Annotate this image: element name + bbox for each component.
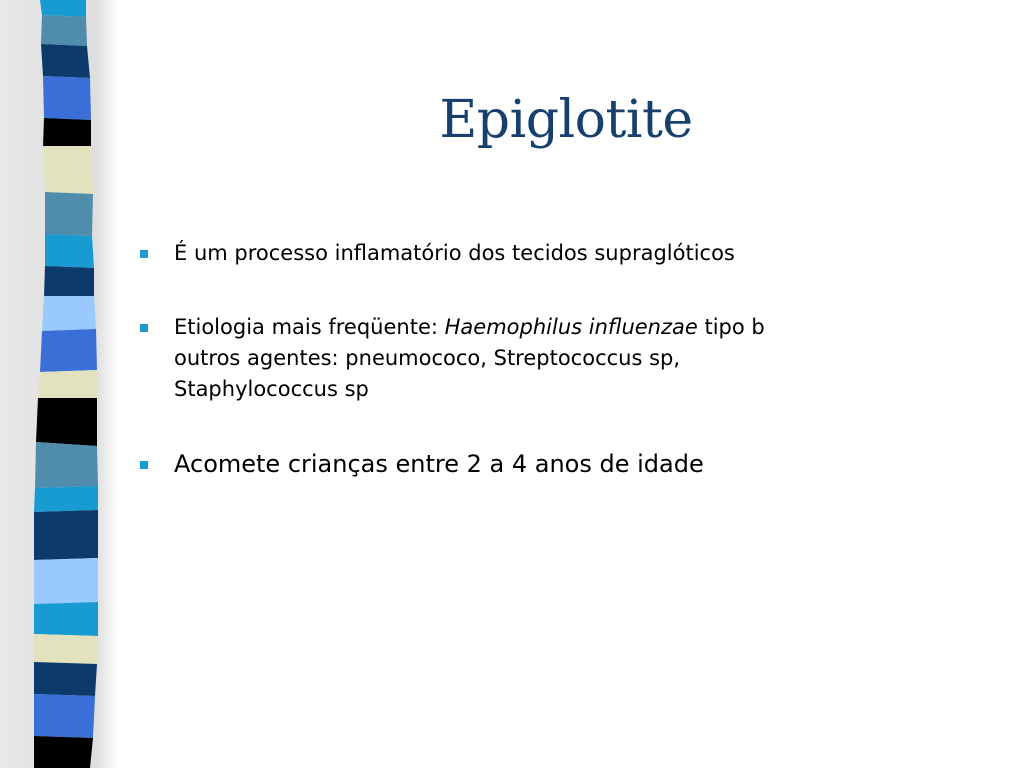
square-bullet-icon: [140, 250, 148, 258]
strip-band: [42, 296, 96, 331]
strip-band: [41, 15, 87, 46]
square-bullet-icon: [140, 324, 148, 332]
strip-band: [45, 234, 94, 268]
strip-band: [35, 442, 98, 488]
bullet-text: É um processo inflamatório dos tecidos supraglóticos: [174, 241, 735, 265]
strip-band: [43, 76, 91, 120]
square-bullet-icon: [140, 461, 148, 469]
strip-band: [34, 558, 98, 604]
bullet-text-line: Staphylococcus sp: [174, 377, 369, 401]
strip-band: [40, 0, 86, 17]
strip-band: [34, 736, 93, 768]
bullet-text: [174, 311, 934, 343]
strip-band: [34, 662, 97, 696]
bullet-text-rest: tipo b: [697, 315, 765, 339]
strip-band: [34, 602, 98, 636]
strip-band: [38, 370, 97, 398]
strip-band: [34, 486, 98, 512]
bullet-text-italic: Haemophilus influenzae: [444, 315, 698, 339]
strip-band: [36, 398, 97, 446]
bullet-text-line: outros agentes: pneumococo, Streptococcus sp,: [174, 346, 681, 370]
bullet-text: Acomete crianças entre 2 a 4 anos de idade: [174, 450, 704, 478]
strip-band: [43, 118, 91, 146]
strip-band: [44, 266, 94, 296]
strip-band: [41, 44, 90, 78]
strip-band: [45, 192, 93, 236]
slide-title: Epiglotite: [439, 90, 693, 150]
bullet-text-prefix: Etiologia mais freqüente:: [174, 315, 445, 339]
strip-band: [34, 634, 98, 664]
strip-band: [40, 329, 97, 372]
strip-band: [34, 510, 98, 560]
decorative-color-strip: [0, 0, 118, 768]
strip-band: [43, 146, 93, 194]
strip-band: [34, 694, 95, 738]
